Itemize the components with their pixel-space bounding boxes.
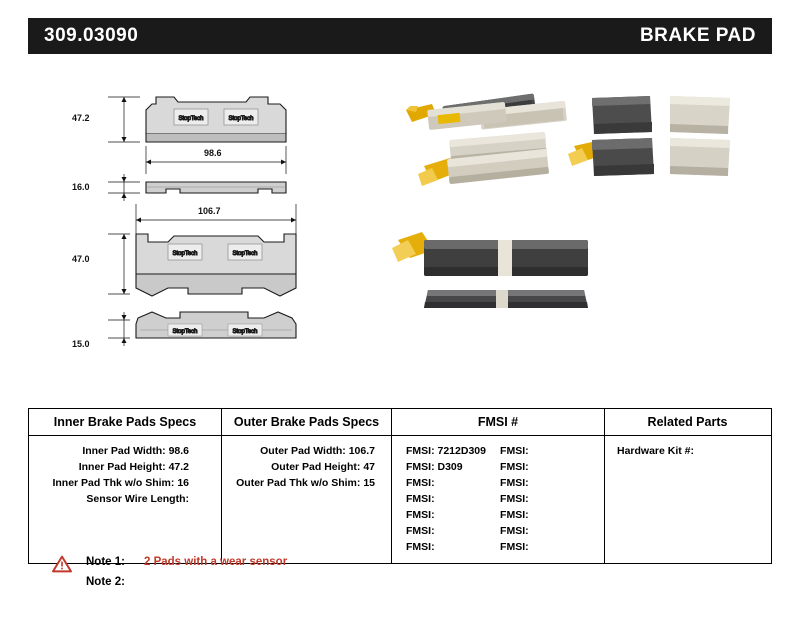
inner-pad-front-view: [146, 97, 286, 142]
fmsi-entry: [400, 507, 500, 523]
document-type-label: BRAKE PAD: [639, 25, 756, 46]
dim-label-inner-pad-thickness: 16.0: [72, 182, 90, 192]
spec-label: Inner Pad Thk w/o Shim:: [52, 477, 175, 489]
cell-inner-specs: [29, 436, 222, 563]
fmsi-value: D309: [437, 461, 463, 473]
pad-photo-flat-pad: [424, 290, 588, 308]
header-fmsi: FMSI #: [392, 409, 605, 435]
related-label: Hardware Kit #:: [617, 445, 695, 457]
fmsi-label: FMSI:: [406, 509, 435, 521]
svg-text:StopTech: StopTech: [172, 329, 198, 335]
spec-label: Inner Pad Width:: [82, 445, 166, 457]
fmsi-label: FMSI:: [406, 525, 435, 537]
fmsi-label: FMSI:: [406, 461, 435, 473]
fmsi-entry: [500, 443, 596, 459]
fmsi-entry: [500, 475, 596, 491]
spec-label: Outer Pad Width:: [260, 445, 346, 457]
pad-photo-group-right: [568, 96, 730, 176]
cell-fmsi: [392, 436, 605, 563]
fmsi-entry: [500, 507, 596, 523]
spec-value: 106.7: [348, 445, 375, 457]
spec-label: Inner Pad Height:: [78, 461, 166, 473]
dim-label-outer-pad-width: 106.7: [198, 206, 221, 216]
dim-label-inner-pad-height: 47.2: [72, 113, 90, 123]
fmsi-entry: [400, 491, 500, 507]
svg-text:StopTech: StopTech: [232, 251, 258, 257]
spec-label: Outer Pad Height:: [271, 461, 361, 473]
fmsi-label: FMSI:: [500, 541, 529, 553]
fmsi-label: FMSI:: [500, 525, 529, 537]
fmsi-label: FMSI:: [500, 477, 529, 489]
fmsi-value: 7212D309: [437, 445, 486, 457]
fmsi-row: [400, 523, 596, 539]
spec-outer-pad-thickness: [230, 475, 383, 491]
note-row-2: [86, 572, 552, 592]
document-header: [28, 18, 772, 54]
svg-text:StopTech: StopTech: [228, 116, 254, 122]
spec-outer-pad-height: [230, 459, 383, 475]
note-1-label: Note 1:: [86, 556, 125, 568]
notes-section: [52, 552, 552, 592]
dim-label-outer-pad-height: 47.0: [72, 254, 90, 264]
note-1-text: 2 Pads with a wear sensor: [144, 556, 288, 568]
spec-value: 47.2: [168, 461, 189, 473]
svg-text:StopTech: StopTech: [178, 116, 204, 122]
fmsi-row: [400, 443, 596, 459]
technical-drawing-area: [28, 62, 772, 392]
spec-label: Sensor Wire Length:: [86, 493, 189, 505]
fmsi-entry: [400, 475, 500, 491]
fmsi-entry: [500, 523, 596, 539]
fmsi-label: FMSI:: [406, 477, 435, 489]
fmsi-row: [400, 459, 596, 475]
spec-value: 16: [177, 477, 189, 489]
fmsi-entry: [500, 459, 596, 475]
fmsi-entry: [400, 459, 500, 475]
svg-text:StopTech: StopTech: [172, 251, 198, 257]
outer-pad-front-view: [136, 234, 296, 296]
fmsi-label: FMSI:: [500, 509, 529, 521]
fmsi-label: FMSI:: [406, 493, 435, 505]
fmsi-row: [400, 507, 596, 523]
spec-value: 47: [363, 461, 375, 473]
outer-pad-side-view: [136, 312, 296, 338]
fmsi-entry: [500, 491, 596, 507]
dim-label-outer-pad-thickness: 15.0: [72, 339, 90, 349]
spec-label: Outer Pad Thk w/o Shim:: [236, 477, 361, 489]
header-outer-specs: Outer Brake Pads Specs: [222, 409, 392, 435]
cell-outer-specs: [222, 436, 392, 563]
spec-inner-pad-thickness: [37, 475, 213, 491]
dim-label-inner-pad-width: 98.6: [204, 148, 222, 158]
related-hardware-kit: [613, 443, 762, 459]
fmsi-entry: [400, 523, 500, 539]
spec-inner-pad-width: [37, 443, 213, 459]
fmsi-label: FMSI:: [500, 445, 529, 457]
specs-table-body-row: [29, 436, 771, 563]
note-row-1: [86, 552, 552, 572]
brake-pad-product-photos: [388, 62, 772, 392]
svg-text:StopTech: StopTech: [232, 329, 258, 335]
inner-pad-side-view: [146, 182, 286, 193]
pad-photo-sensor-pad: [392, 232, 588, 276]
fmsi-label: FMSI:: [500, 461, 529, 473]
spec-value: 98.6: [168, 445, 189, 457]
pad-photo-group-left: [406, 94, 567, 186]
spec-value: 15: [363, 477, 375, 489]
part-number: 309.03090: [44, 25, 139, 46]
fmsi-row: [400, 475, 596, 491]
fmsi-row: [400, 491, 596, 507]
spec-sensor-wire-length: [37, 491, 213, 507]
header-related-parts: Related Parts: [647, 415, 728, 429]
fmsi-entry: [400, 443, 500, 459]
note-2-label: Note 2:: [86, 576, 125, 588]
cell-related-parts: [605, 436, 770, 563]
specs-table-header-row: [29, 409, 771, 436]
header-inner-specs: Inner Brake Pads Specs: [29, 409, 222, 435]
warning-icon: [52, 555, 72, 573]
fmsi-label: FMSI:: [500, 493, 529, 505]
spec-inner-pad-height: [37, 459, 213, 475]
fmsi-label: FMSI:: [406, 445, 435, 457]
specs-table: [28, 408, 772, 564]
spec-outer-pad-width: [230, 443, 383, 459]
fmsi-label: FMSI:: [406, 541, 435, 553]
